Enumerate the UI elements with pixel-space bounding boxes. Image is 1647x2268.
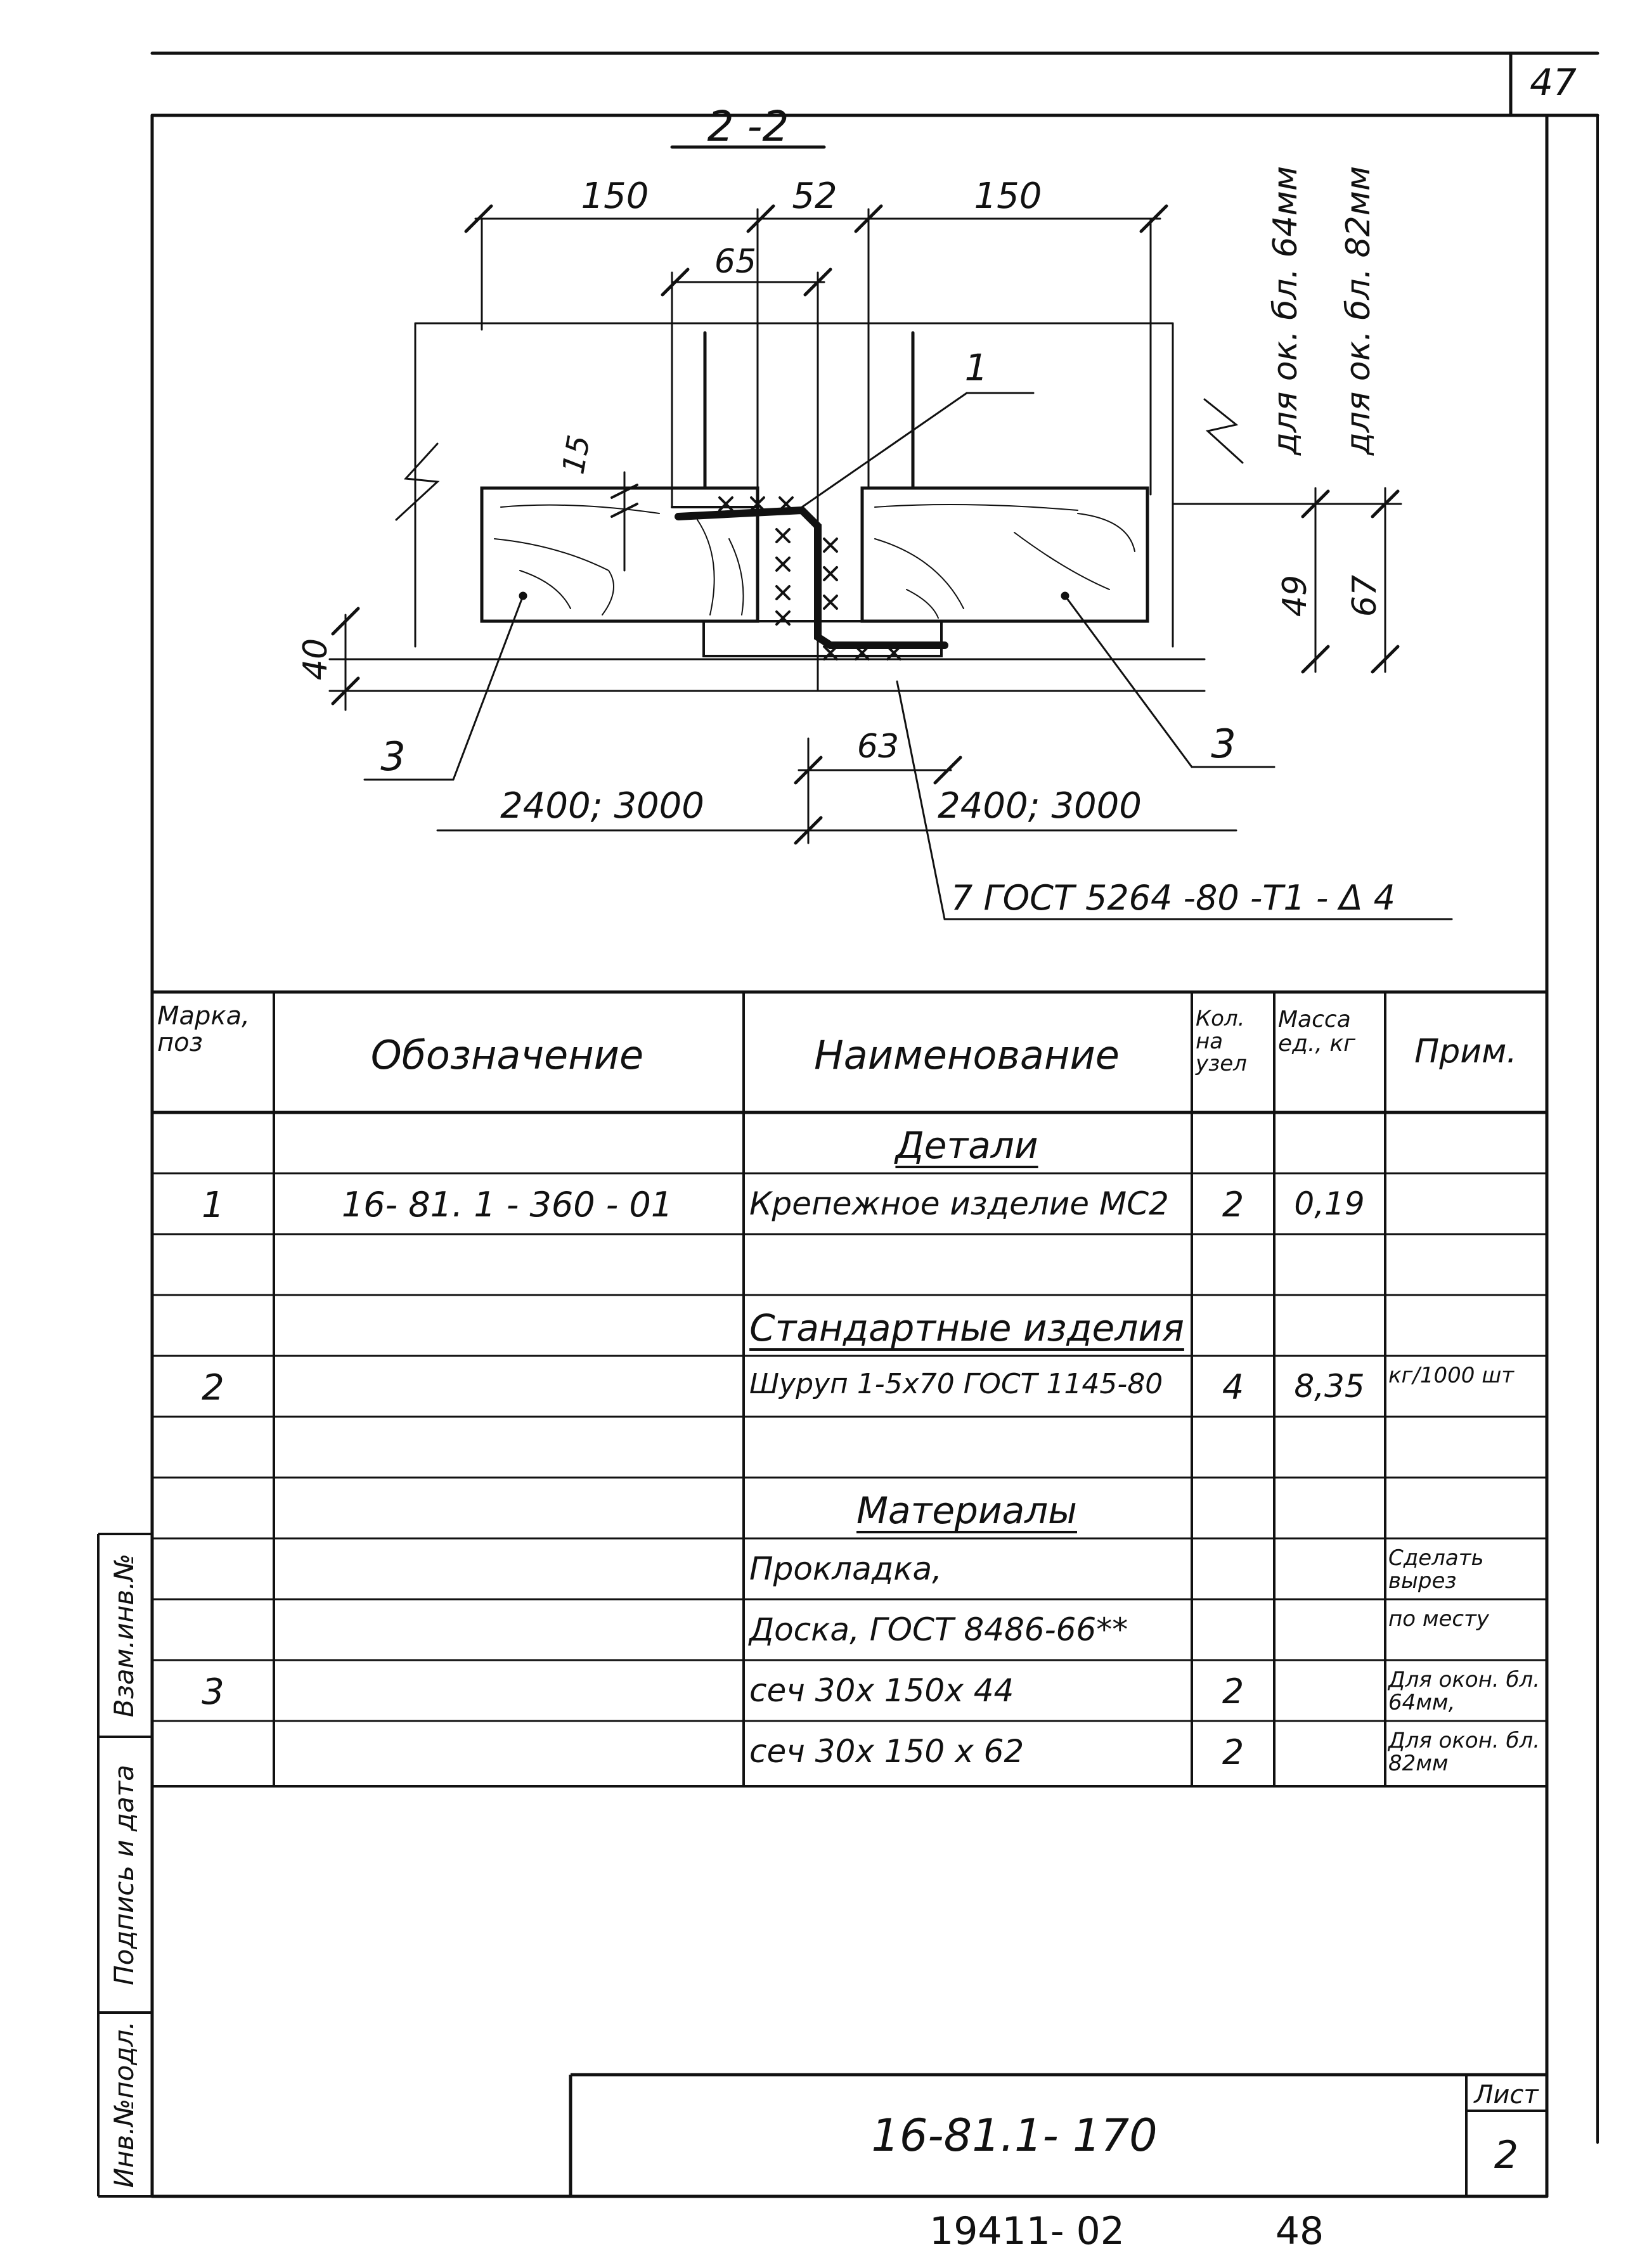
dim-40: 40 [297,638,335,681]
table-header-designation: Обозначение [370,1032,644,1078]
stamp-inv-dup: Взам.инв.№ [108,1553,139,1718]
dim-67: 67 [1346,574,1384,617]
dim-15: 15 [555,432,598,477]
stamp-inv-orig: Инв.№подл. [108,2021,139,2188]
callout-1: 1 [964,346,988,389]
cell-qty: 2 [1222,1185,1244,1225]
break-mark-right [1205,399,1243,463]
cell-qty: 2 [1222,1672,1244,1711]
cell-note: Сделать вырез [1388,1545,1484,1594]
sheet-label: Лист [1474,2080,1539,2110]
section-label: 2 -2 [707,102,789,151]
side-note-82: для ок. бл. 82мм [1340,165,1378,456]
dim-52: 52 [792,176,837,217]
wood-grain-left [494,505,744,615]
cell-mass: 8,35 [1294,1368,1365,1405]
leader-callout-1 [802,393,967,507]
cell-name: Прокладка, [749,1550,943,1587]
wood-grain-right [875,505,1135,618]
table-header-qty: Кол. на узел [1196,1006,1247,1077]
cell-note: по месту [1388,1606,1490,1632]
table-header-name: Наименование [814,1032,1120,1078]
table-header-mark: Марка, поз [157,1002,250,1057]
cell-mass: 0,19 [1294,1185,1365,1222]
page-number: 47 [1530,61,1577,104]
leader-dot [519,592,527,600]
cell-name: Стандартные изделия [749,1306,1184,1350]
cell-qty: 4 [1222,1367,1244,1407]
callout-3-right: 3 [1211,721,1236,767]
drawing-code: 16-81.1- 170 [871,2110,1158,2162]
dim-63: 63 [856,728,900,766]
cell-name: Доска, ГОСТ 8486-66** [749,1611,1128,1648]
dim-49: 49 [1276,574,1314,617]
span-left: 2400; 3000 [500,785,704,827]
cell-name: Шуруп 1-5х70 ГОСТ 1145-80 [749,1368,1163,1400]
callout-3-left: 3 [380,733,406,780]
sheet-number: 2 [1494,2133,1519,2177]
cell-mark: 1 [202,1185,224,1226]
cell-note: Для окон. бл. 82мм [1388,1728,1540,1776]
cell-name: сеч 30х 150 х 62 [749,1733,1024,1770]
leader-dot [1061,592,1069,600]
fastener-bracket [678,510,945,645]
stamp-sign-date: Подпись и дата [108,1765,139,1985]
cell-note: Для окон. бл. 64мм, [1388,1667,1540,1715]
archive-number: 19411- 02 [929,2209,1125,2253]
cell-name: сеч 30х 150х 44 [749,1672,1014,1709]
side-note-64: для ок. бл. 64мм [1267,165,1305,456]
cell-note: кг/1000 шт [1388,1363,1515,1388]
cell-qty: 2 [1222,1732,1244,1772]
cell-mark: 2 [202,1367,224,1408]
dim-150-left: 150 [581,176,649,217]
span-right: 2400; 3000 [938,785,1142,827]
cell-name: Материалы [856,1489,1077,1532]
dim-65: 65 [714,243,757,281]
board-right [862,488,1147,621]
table-header-mass: Масса ед., кг [1278,1007,1356,1057]
leader-callout-3-left [453,596,523,780]
cell-designation: 16- 81. 1 - 360 - 01 [341,1185,673,1225]
cell-mark: 3 [202,1672,224,1713]
footer-page: 48 [1275,2209,1324,2253]
table-header-note: Прим. [1414,1033,1517,1071]
dim-150-right: 150 [974,176,1042,217]
cell-name: Крепежное изделие МС2 [749,1185,1169,1222]
weld-note: 7 ГОСТ 5264 -80 -Т1 - Δ 4 [951,878,1396,918]
cell-name: Детали [895,1124,1038,1167]
break-mark-left [396,444,437,520]
